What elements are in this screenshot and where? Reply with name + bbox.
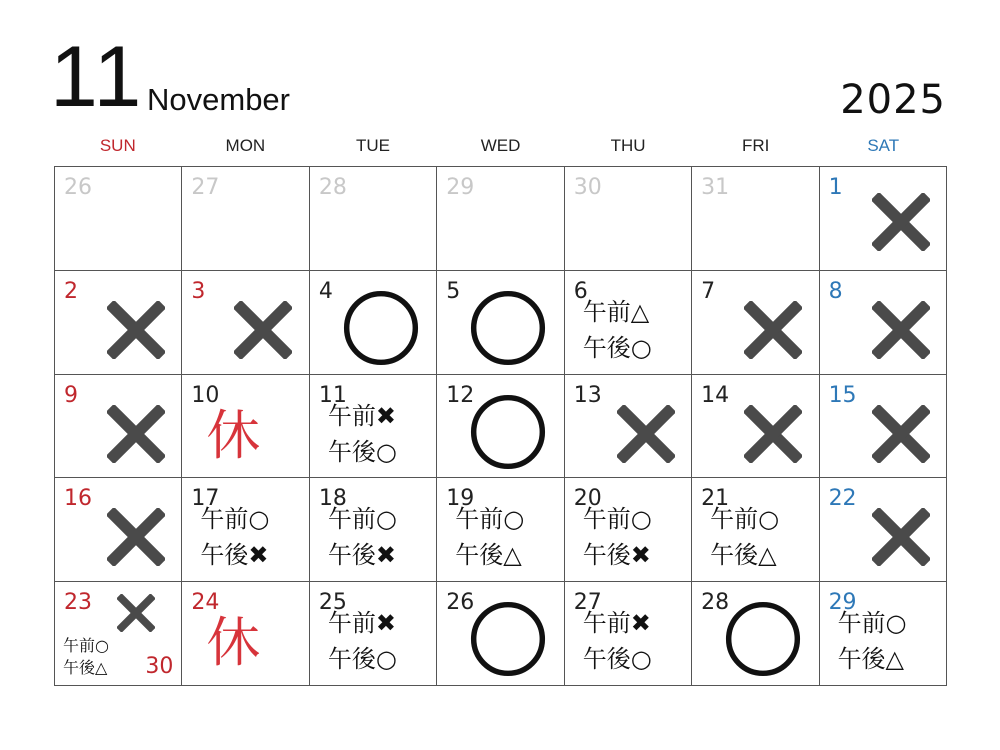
weekday-wed: WED xyxy=(480,136,521,155)
day-cell xyxy=(820,375,947,479)
day-cell xyxy=(310,167,437,271)
circle-mark-icon xyxy=(724,600,802,678)
month-number: 11 xyxy=(50,29,144,125)
day-number: 29 xyxy=(446,175,475,200)
afternoon-availability: 午後✖ xyxy=(200,541,269,570)
day-number: 31 xyxy=(701,175,730,200)
circle-mark-icon xyxy=(469,600,547,678)
day-cell xyxy=(55,478,182,582)
day-cell xyxy=(565,167,692,271)
cross-mark-icon xyxy=(744,405,802,463)
day-number: 9 xyxy=(64,382,78,408)
cross-mark-icon xyxy=(107,508,165,566)
day-number: 22 xyxy=(828,486,857,512)
day-cell xyxy=(437,375,564,479)
day-number: 25 xyxy=(318,590,347,616)
day-cell xyxy=(437,271,564,375)
weekday-sun: SUN xyxy=(99,136,136,155)
day-number: 24 xyxy=(191,590,220,616)
day-cell xyxy=(310,271,437,375)
morning-availability: 午前✖ xyxy=(327,609,396,638)
day-number: 12 xyxy=(446,382,475,408)
day-cell xyxy=(437,582,564,686)
morning-availability: 午前△ xyxy=(582,297,650,326)
weekday-fri: FRI xyxy=(741,136,770,155)
day-cell xyxy=(55,375,182,479)
day-number: 28 xyxy=(318,175,347,200)
day-number: 6 xyxy=(573,278,588,304)
day-cell xyxy=(182,478,309,582)
day-number: 10 xyxy=(191,382,220,408)
circle-mark-icon xyxy=(342,289,420,367)
year-label: 2025 xyxy=(840,77,946,123)
morning-availability: 午前○ xyxy=(837,609,907,638)
afternoon-availability: 午後✖ xyxy=(327,541,396,570)
day-number: 27 xyxy=(191,175,220,200)
day-cell xyxy=(565,271,692,375)
cross-mark-icon xyxy=(744,301,802,359)
day-cell xyxy=(820,582,947,686)
day-cell xyxy=(310,478,437,582)
month-name: November xyxy=(147,82,290,117)
day-number: 5 xyxy=(446,278,461,304)
day-number: 18 xyxy=(318,486,347,512)
day-cell xyxy=(437,478,564,582)
circle-mark-icon xyxy=(469,393,547,471)
day-cell xyxy=(182,375,309,479)
weekday-mon: MON xyxy=(225,136,266,155)
day-number: 2 xyxy=(64,278,78,304)
day-number: 19 xyxy=(446,486,475,512)
cross-mark-icon xyxy=(872,405,930,463)
holiday-label: 休 xyxy=(206,611,261,675)
day-cell xyxy=(55,271,182,375)
morning-availability: 午前✖ xyxy=(582,609,651,638)
weekday-header-row xyxy=(54,136,947,160)
day-number: 16 xyxy=(64,486,92,512)
day-cell xyxy=(692,478,819,582)
afternoon-availability: 午後△ xyxy=(63,658,108,678)
weekday-thu: THU xyxy=(610,136,646,155)
day-number: 29 xyxy=(828,590,857,616)
afternoon-availability: 午後✖ xyxy=(582,541,651,570)
day-number: 28 xyxy=(701,590,730,616)
day-number: 7 xyxy=(701,278,716,304)
day-cell xyxy=(310,375,437,479)
day-cell xyxy=(820,271,947,375)
day-cell xyxy=(820,167,947,271)
afternoon-availability: 午後○ xyxy=(582,645,652,674)
day-number: 8 xyxy=(828,278,843,304)
day-number: 11 xyxy=(318,382,347,408)
day-cell xyxy=(437,167,564,271)
day-cell xyxy=(565,582,692,686)
day-number: 26 xyxy=(446,590,475,616)
day-number: 26 xyxy=(64,175,92,200)
day-cell xyxy=(182,271,309,375)
cross-mark-icon xyxy=(234,301,292,359)
day-number-extra: 30 xyxy=(145,654,174,679)
day-number: 27 xyxy=(573,590,602,616)
cross-mark-icon xyxy=(107,301,165,359)
day-number: 14 xyxy=(701,382,730,408)
morning-availability: 午前○ xyxy=(63,636,109,656)
day-number: 4 xyxy=(318,278,333,304)
weekday-tue: TUE xyxy=(355,136,390,155)
cross-mark-icon xyxy=(872,193,930,251)
day-cell xyxy=(692,167,819,271)
morning-availability: 午前○ xyxy=(582,505,652,534)
morning-availability: 午前○ xyxy=(710,505,780,534)
afternoon-availability: 午後△ xyxy=(837,645,905,674)
day-number: 13 xyxy=(573,382,602,408)
day-number: 15 xyxy=(828,382,857,408)
day-cell xyxy=(182,167,309,271)
holiday-label: 休 xyxy=(206,403,261,467)
day-number: 20 xyxy=(573,486,602,512)
day-number: 21 xyxy=(701,486,730,512)
day-cell xyxy=(820,478,947,582)
afternoon-availability: 午後○ xyxy=(582,333,652,362)
day-cell xyxy=(565,478,692,582)
day-number: 30 xyxy=(573,175,602,200)
morning-availability: 午前○ xyxy=(327,505,397,534)
day-number: 3 xyxy=(191,278,206,304)
day-cell xyxy=(692,375,819,479)
cross-mark-icon xyxy=(107,405,165,463)
afternoon-availability: 午後△ xyxy=(710,541,777,570)
cross-mark-icon xyxy=(872,301,930,359)
morning-availability: 午前✖ xyxy=(327,401,396,430)
day-cell xyxy=(55,167,182,271)
day-cell xyxy=(55,582,182,686)
day-cell xyxy=(310,582,437,686)
afternoon-availability: 午後○ xyxy=(327,645,397,674)
weekday-sat: SAT xyxy=(867,136,900,155)
morning-availability: 午前○ xyxy=(200,505,270,534)
cross-mark-icon xyxy=(117,594,155,632)
day-number: 17 xyxy=(191,486,220,512)
cross-mark-icon xyxy=(872,508,930,566)
day-number: 1 xyxy=(828,175,843,200)
afternoon-availability: 午後△ xyxy=(455,541,522,570)
morning-availability: 午前○ xyxy=(455,505,525,534)
circle-mark-icon xyxy=(469,289,547,367)
day-cell xyxy=(565,375,692,479)
day-cell xyxy=(182,582,309,686)
day-number: 23 xyxy=(64,590,92,616)
day-cell xyxy=(692,271,819,375)
afternoon-availability: 午後○ xyxy=(327,437,397,466)
calendar-grid xyxy=(54,166,947,686)
cross-mark-icon xyxy=(617,405,675,463)
day-cell xyxy=(692,582,819,686)
